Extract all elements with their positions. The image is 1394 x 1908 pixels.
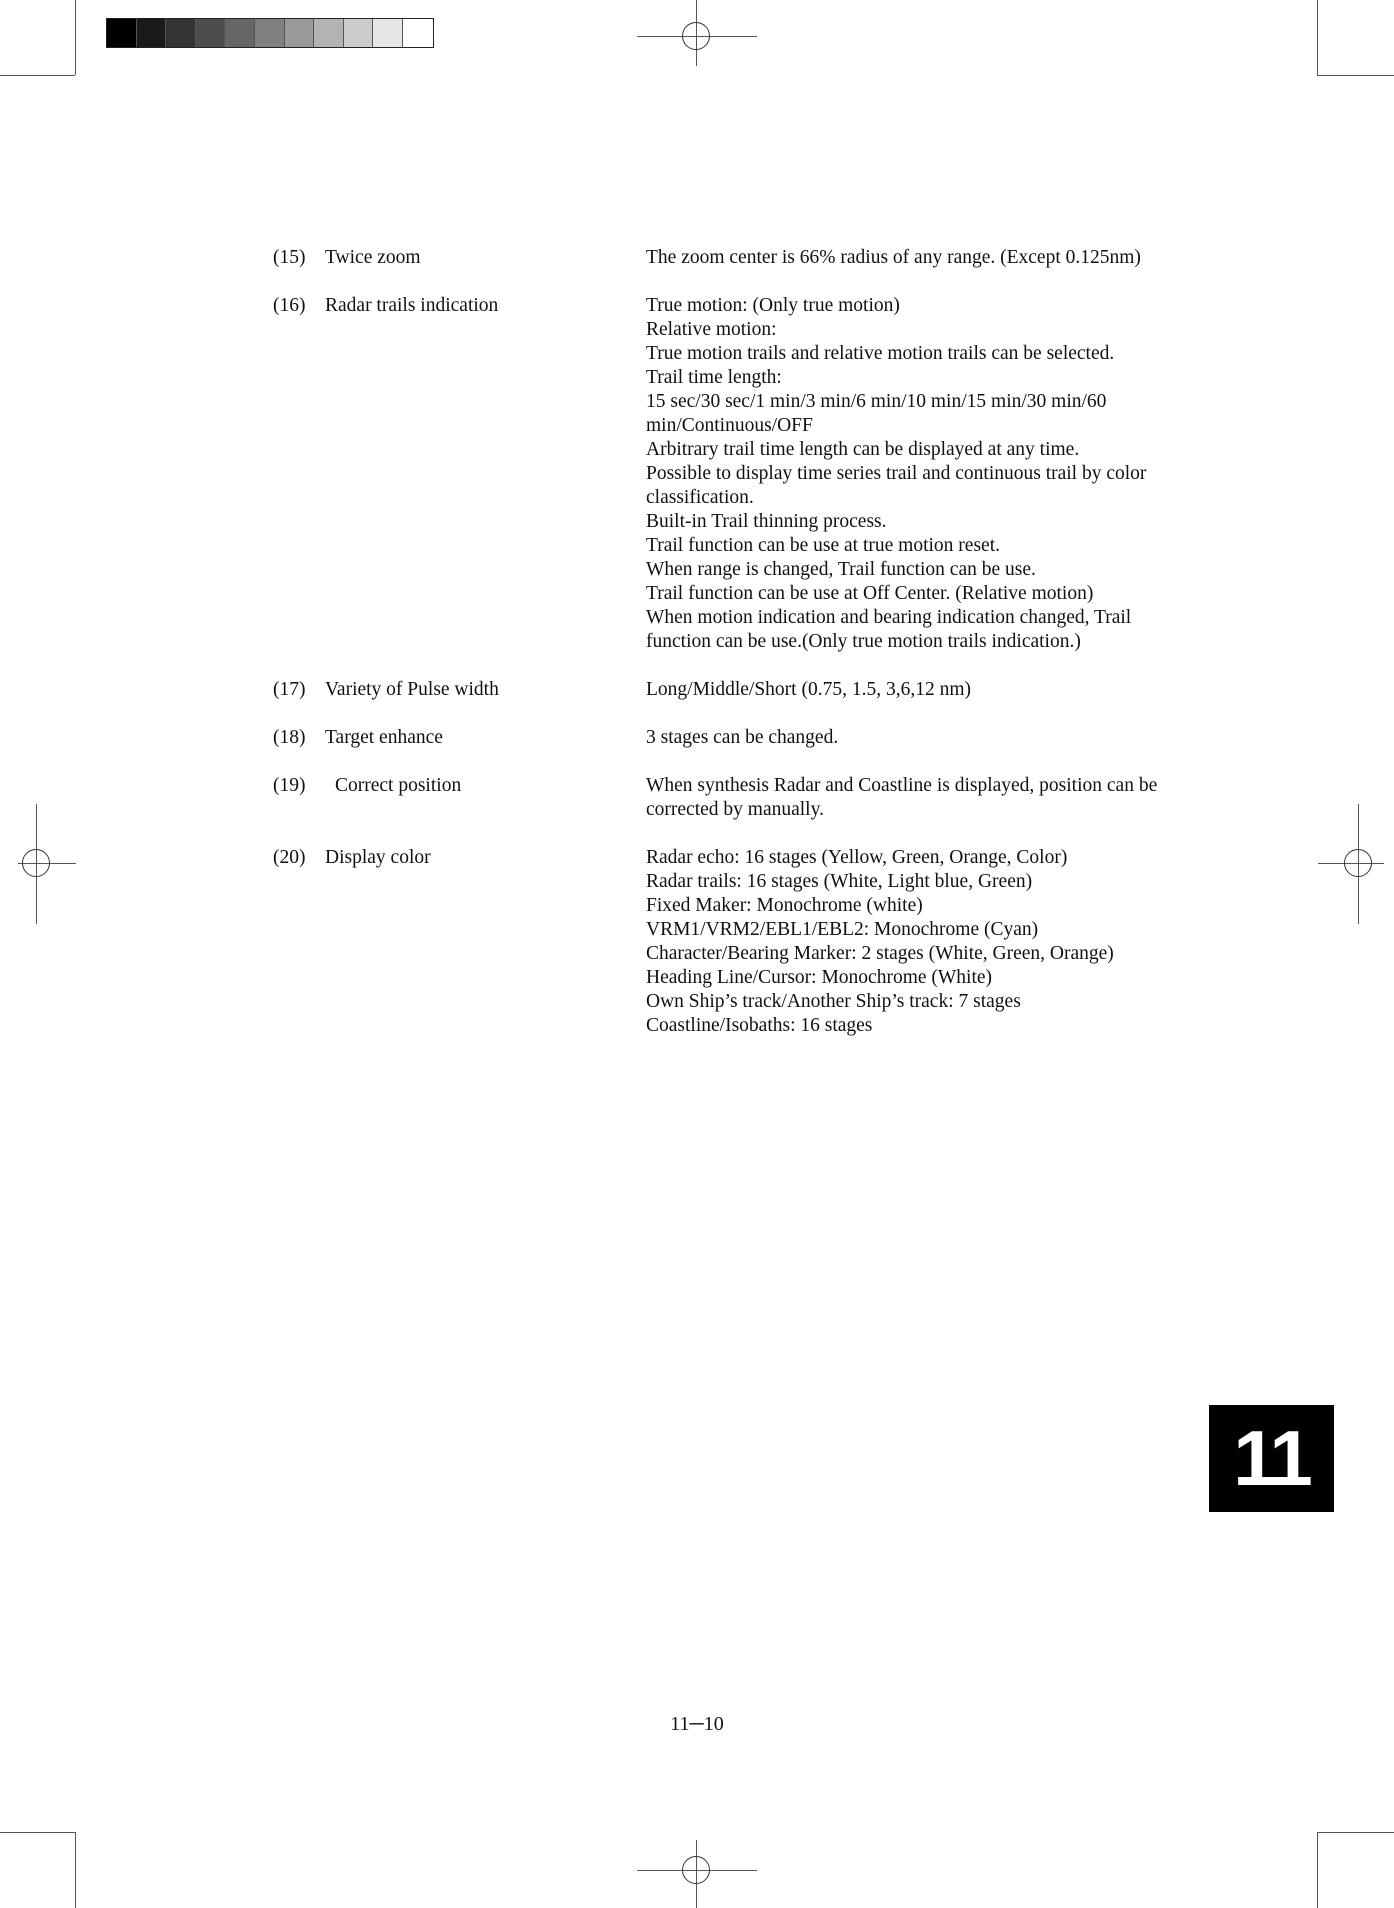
registration-circle	[682, 22, 710, 50]
description-line: Long/Middle/Short (0.75, 1.5, 3,6,12 nm)	[646, 679, 971, 700]
spec-item-number: (18)	[273, 727, 306, 748]
spec-item-description	[646, 294, 1213, 654]
description-line: Own Ship’s track/Another Ship’s track: 7 stages	[646, 991, 1021, 1012]
spec-item-description	[646, 726, 1213, 750]
crop-mark	[0, 1832, 75, 1833]
spec-item	[273, 726, 1213, 750]
spec-item-number: (15)	[273, 247, 306, 268]
description-line: Possible to display time series trail and continuous trail by color	[646, 463, 1147, 484]
description-line: Fixed Maker: Monochrome (white)	[646, 895, 923, 916]
spec-item-description	[646, 774, 1213, 822]
spec-item-description	[646, 846, 1213, 1038]
description-line: corrected by manually.	[646, 799, 824, 820]
crop-mark	[75, 1832, 76, 1908]
spec-item-description	[646, 678, 1213, 702]
spec-item-number: (19)	[273, 775, 306, 796]
grayscale-strip	[106, 18, 434, 48]
spec-item	[273, 678, 1213, 702]
spec-item-number: (17)	[273, 679, 306, 700]
description-line: function can be use.(Only true motion trails indication.)	[646, 631, 1081, 652]
spec-list	[273, 246, 1213, 1062]
description-line: Coastline/Isobaths: 16 stages	[646, 1015, 873, 1036]
description-line: True motion: (Only true motion)	[646, 295, 900, 316]
spec-item-label: Target enhance	[325, 727, 443, 748]
registration-circle	[22, 849, 50, 877]
spec-item-label: Twice zoom	[325, 247, 421, 268]
description-line: 15 sec/30 sec/1 min/3 min/6 min/10 min/15 min/30 min/60	[646, 391, 1107, 412]
description-line: 3 stages can be changed.	[646, 727, 839, 748]
crop-mark	[1317, 75, 1394, 76]
description-line: True motion trails and relative motion trails can be selected.	[646, 343, 1115, 364]
crop-mark	[75, 0, 76, 75]
chapter-tab: 11	[1209, 1405, 1334, 1512]
description-line: Character/Bearing Marker: 2 stages (White, Green, Orange)	[646, 943, 1114, 964]
spec-item	[273, 846, 1213, 1038]
spec-item-number: (20)	[273, 847, 306, 868]
description-line: Built-in Trail thinning process.	[646, 511, 887, 532]
spec-item	[273, 774, 1213, 822]
crop-mark	[1317, 1832, 1394, 1833]
description-line: Radar trails: 16 stages (White, Light blue, Green)	[646, 871, 1033, 892]
description-line: Heading Line/Cursor: Monochrome (White)	[646, 967, 993, 988]
description-line: Radar echo: 16 stages (Yellow, Green, Orange, Color)	[646, 847, 1068, 868]
crop-mark	[1317, 1832, 1318, 1908]
spec-item-label: Variety of Pulse width	[325, 679, 499, 700]
description-line: Trail function can be use at true motion reset.	[646, 535, 1000, 556]
spec-item-label: Correct position	[335, 775, 462, 796]
description-line: Trail function can be use at Off Center. (Relative motion)	[646, 583, 1094, 604]
description-line: min/Continuous/OFF	[646, 415, 813, 436]
spec-item	[273, 294, 1213, 654]
page-number: 11─10	[670, 1713, 724, 1735]
description-line: When motion indication and bearing indication changed, Trail	[646, 607, 1132, 628]
description-line: When synthesis Radar and Coastline is displayed, position can be	[646, 775, 1158, 796]
description-line: VRM1/VRM2/EBL1/EBL2: Monochrome (Cyan)	[646, 919, 1039, 940]
description-line: classification.	[646, 487, 754, 508]
description-line: Arbitrary trail time length can be displayed at any time.	[646, 439, 1080, 460]
description-line: When range is changed, Trail function can be use.	[646, 559, 1036, 580]
spec-item	[273, 246, 1213, 270]
description-line: Relative motion:	[646, 319, 777, 340]
description-line: Trail time length:	[646, 367, 782, 388]
spec-item-label: Display color	[325, 847, 431, 868]
crop-mark	[0, 75, 75, 76]
spec-item-label: Radar trails indication	[325, 295, 499, 316]
registration-circle	[1344, 849, 1372, 877]
spec-item-number: (16)	[273, 295, 306, 316]
crop-mark	[1317, 0, 1318, 75]
spec-item-description	[646, 246, 1213, 270]
description-line: The zoom center is 66% radius of any range. (Except 0.125nm)	[646, 247, 1141, 268]
registration-circle	[682, 1856, 710, 1884]
